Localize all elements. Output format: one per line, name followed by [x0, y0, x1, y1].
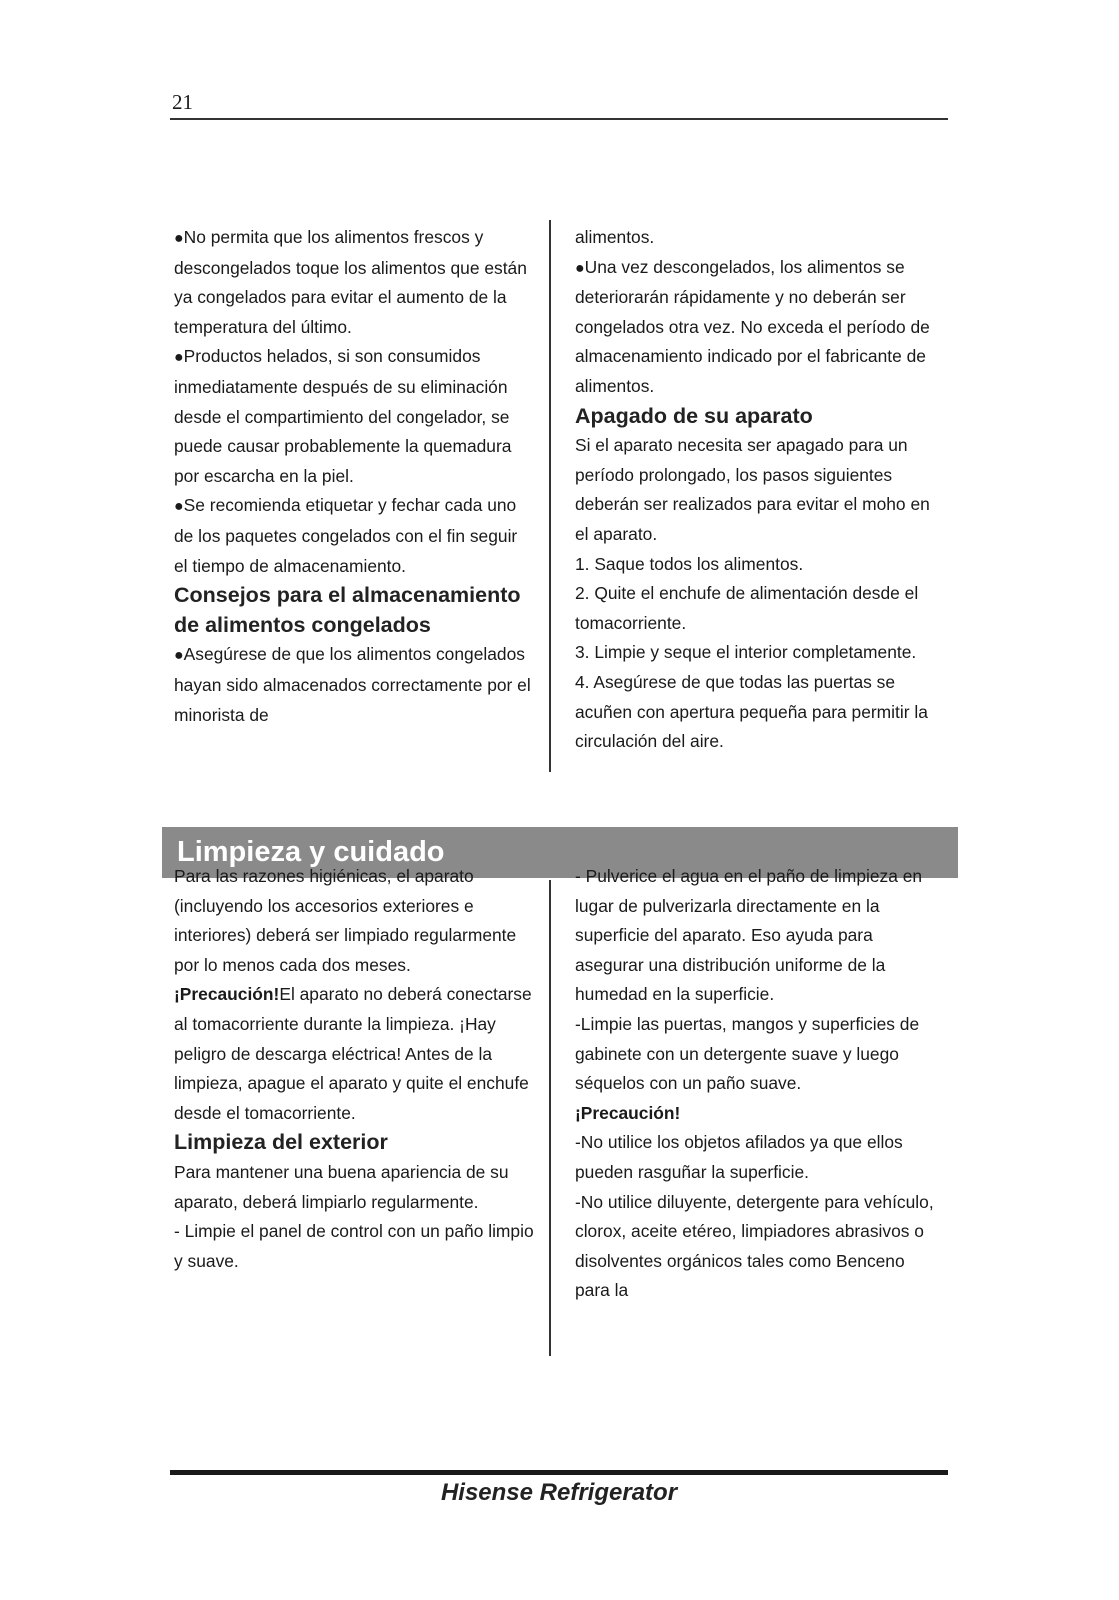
- caution-paragraph: ¡Precaución!El aparato no deberá conectarse al tomacorriente durante la limpieza. ¡Hay peligro de descarga eléctrica! Antes de la limpieza, apague el aparato y quite el enchufe desde el tomacorriente.: [174, 984, 532, 1123]
- frozen-storage-heading: Consejos para el almacenamiento de alimentos congelados: [174, 583, 521, 637]
- footer-brand: Hisense Refrigerator: [440, 1479, 678, 1506]
- column-divider: [549, 220, 551, 772]
- step-item: 2. Quite el enchufe de alimentación desde el tomacorriente.: [575, 583, 919, 633]
- bullet-icon: ●: [575, 259, 585, 277]
- top-right-column: [575, 223, 935, 757]
- page-number: 21: [172, 90, 193, 114]
- paragraph: Para mantener una buena apariencia de su aparato, deberá limpiarlo regularmente.: [174, 1161, 509, 1212]
- caution-label: ¡Precaución!: [174, 984, 280, 1005]
- bullet-icon: ●: [174, 349, 184, 367]
- top-left-column: [174, 223, 534, 730]
- footer-rule: [170, 1470, 948, 1475]
- exterior-cleaning-heading: Limpieza del exterior: [174, 1130, 388, 1155]
- paragraph: ●No permita que los alimentos frescos y descongelados toque los alimentos que están ya congelados para evitar el aumento de la temperatura del último.: [174, 227, 527, 337]
- paragraph: Si el aparato necesita ser apagado para un período prolongado, los pasos siguientes deberán ser realizados para evitar el moho en el aparato.: [575, 435, 930, 544]
- paragraph: ●Asegúrese de que los alimentos congelados hayan sido almacenados correctamente por el minorista de: [174, 644, 531, 725]
- caution-label: ¡Precaución!: [575, 1102, 681, 1123]
- shutdown-heading: Apagado de su aparato: [575, 403, 813, 428]
- bottom-left-column: [174, 862, 534, 1276]
- header-rule: [170, 118, 948, 120]
- bullet-icon: ●: [174, 647, 184, 665]
- bullet-icon: ●: [174, 230, 184, 247]
- column-divider: [549, 880, 551, 1356]
- paragraph: alimentos.: [575, 227, 655, 247]
- paragraph: - Pulverice el agua en el paño de limpieza en lugar de pulverizarla directamente en la superficie del aparato. Eso ayuda para asegurar una distribución uniforme de la humedad en la superficie.: [575, 866, 923, 1005]
- bullet-icon: ●: [174, 498, 184, 516]
- paragraph: ●Una vez descongelados, los alimentos se deteriorarán rápidamente y no deberán ser congelados otra vez. No exceda el período de almacenamiento indicado por el fabricante de alimentos.: [575, 256, 930, 396]
- step-item: 3. Limpie y seque el interior completamente.: [575, 642, 917, 663]
- section-title: Limpieza y cuidado: [177, 836, 445, 868]
- paragraph: -No utilice diluyente, detergente para vehículo, clorox, aceite etéreo, limpiadores abrasivos o disolventes orgánicos tales como Benceno para la: [575, 1191, 934, 1301]
- paragraph: -Limpie las puertas, mangos y superficies de gabinete con un detergente suave y luego séquelos con un paño suave.: [575, 1013, 920, 1094]
- paragraph: -No utilice los objetos afilados ya que ellos pueden rasguñar la superficie.: [575, 1132, 903, 1182]
- paragraph: - Limpie el panel de control con un paño limpio y suave.: [174, 1221, 534, 1271]
- bottom-right-column: [575, 862, 935, 1306]
- paragraph: ●Productos helados, si son consumidos inmediatamente después de su eliminación desde el compartimiento del congelador, se puede causar probablemente la quemadura por escarcha en la piel.: [174, 346, 512, 486]
- paragraph: Para las razones higiénicas, el aparato (incluyendo los accesorios exteriores e interiores) deberá ser limpiado regularmente por lo menos cada dos meses.: [174, 866, 517, 975]
- paragraph: ●Se recomienda etiquetar y fechar cada uno de los paquetes congelados con el fin seguir el tiempo de almacenamiento.: [174, 495, 518, 576]
- step-item: 1. Saque todos los alimentos.: [575, 553, 804, 574]
- step-item: 4. Asegúrese de que todas las puertas se acuñen con apertura pequeña para permitir la circulación del aire.: [575, 671, 928, 752]
